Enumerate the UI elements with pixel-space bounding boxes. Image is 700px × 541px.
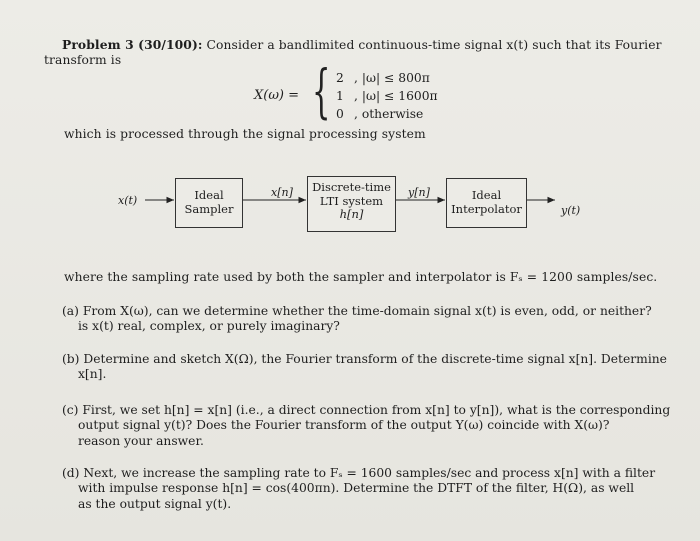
diagram-xn-label: x[n] [271,186,293,199]
equation-lhs: X(ω) = [254,88,300,103]
diagram-output-label: y(t) [561,204,581,217]
part-c: (c) First, we set h[n] = x[n] (i.e., a direct connection from x[n] to y[n]), what is the corresponding output signal y(t)? Does the Fourier transform of the output Y(ω) coincide with X(ω)? reason your answer. [62,403,671,448]
diagram-input-label: x(t) [118,194,138,207]
part-d: (d) Next, we increase the sampling rate to Fₛ = 1600 samples/sec and process x[n] with a filter with impulse response h[n] = cos(400πn). Determine the DTFT of the filter, H(Ω), as well as the output signal y(t). [62,466,656,511]
system-intro: which is processed through the signal processing system [64,127,426,141]
ideal-sampler-block: Ideal Sampler [175,178,243,228]
equation-case-1: 2 , |ω| ≤ 800π [336,71,430,85]
sampling-text: where the sampling rate used by both the sampler and interpolator is Fₛ = 1200 samples/sec. [64,270,658,284]
lti-system-block: Discrete-time LTI system h[n] [307,176,396,232]
diagram-yn-label: y[n] [408,186,430,199]
equation-case-3: 0 , otherwise [336,107,424,121]
ideal-interpolator-block: Ideal Interpolator [446,178,527,228]
problem-intro-line2: transform is [44,53,122,67]
part-a: (a) From X(ω), can we determine whether the time-domain signal x(t) is even, odd, or neither? is x(t) real, complex, or purely imaginary? [62,304,652,334]
part-b: (b) Determine and sketch X(Ω), the Fourier transform of the discrete-time signal x[n]. Determine x[n]. [62,352,667,382]
equation-case-2: 1 , |ω| ≤ 1600π [336,89,438,103]
problem-intro-text: Consider a bandlimited continuous-time signal x(t) such that its Fourier [206,38,662,52]
equation-brace: { [312,57,331,125]
problem-label: Problem 3 (30/100): [62,37,203,52]
